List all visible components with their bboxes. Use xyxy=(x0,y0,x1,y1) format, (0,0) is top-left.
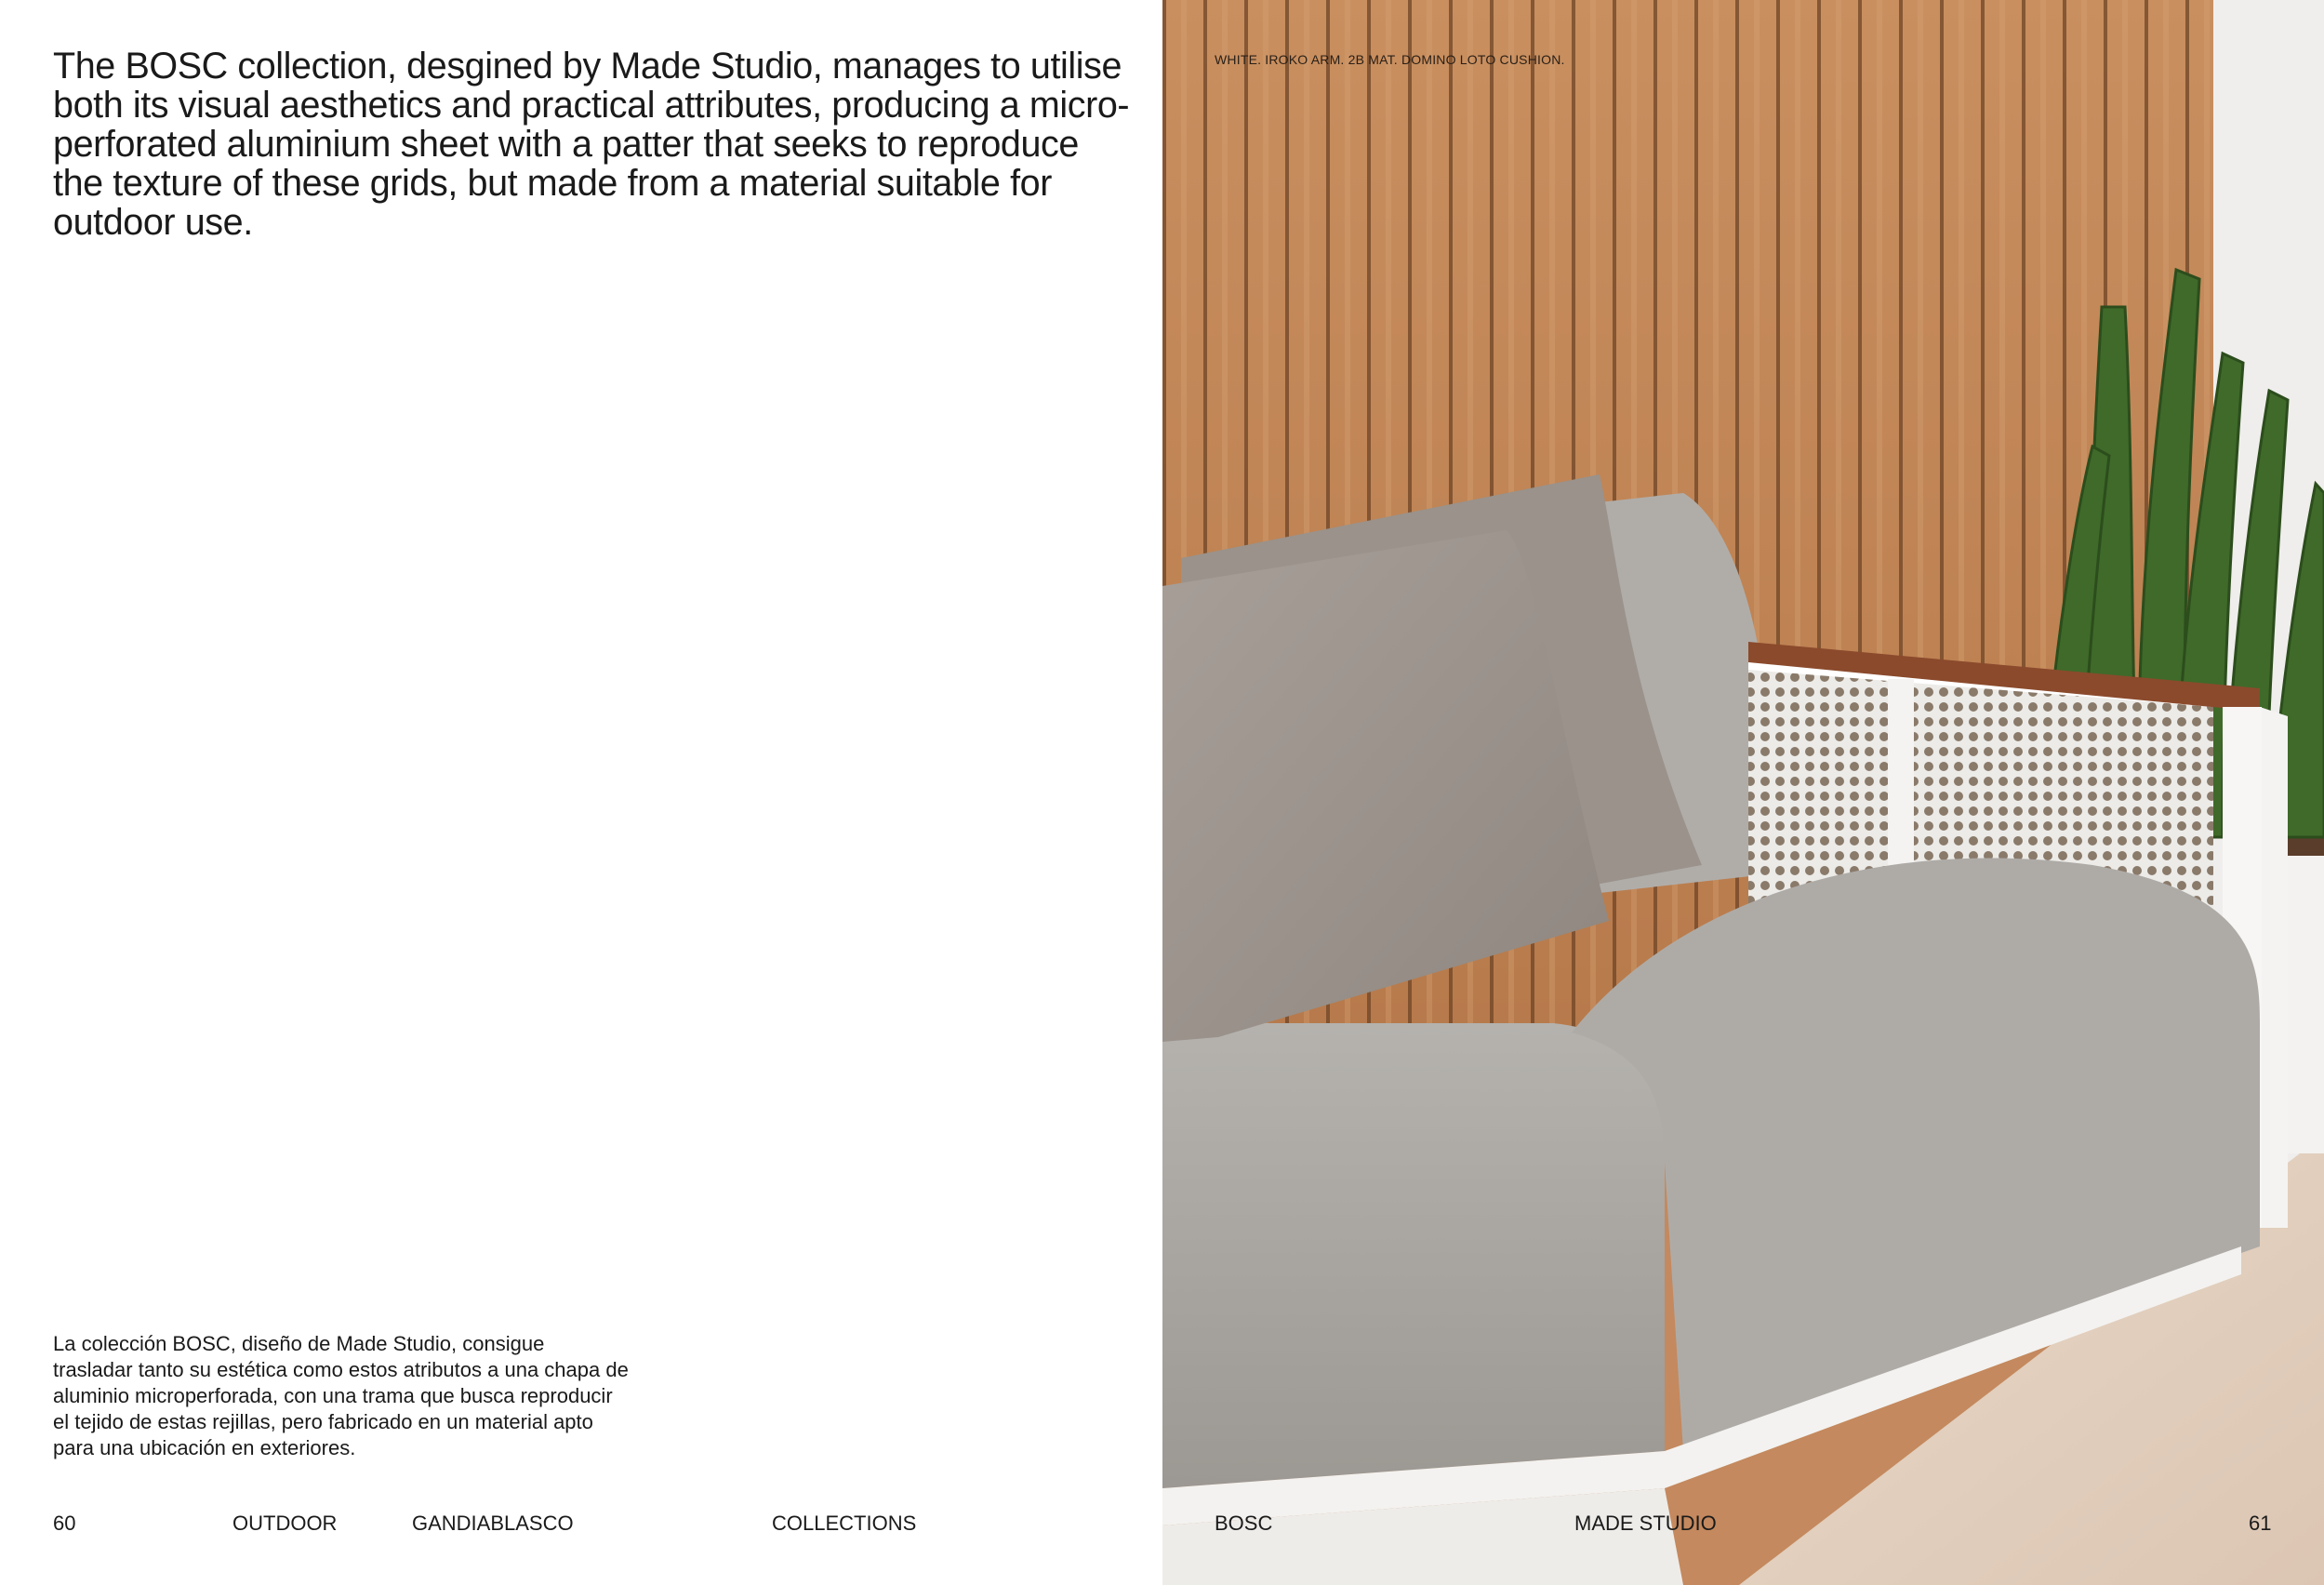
footer-brand: GANDIABLASCO xyxy=(412,1512,574,1535)
lead-paragraph-english: The BOSC collection, desgined by Made Studio, manages to utilise both its visual aesthetics and practical attributes, producing a micro-perforated aluminium sheet with a patter that seeks to reproduce the texture of these grids, but made from a material suitable for outdoor use. xyxy=(53,46,1130,243)
product-photo xyxy=(1162,0,2324,1585)
footer-category: COLLECTIONS xyxy=(772,1512,917,1535)
footer-designer: MADE STUDIO xyxy=(1574,1512,1717,1535)
sofa-illustration xyxy=(1162,0,2324,1585)
seat-cushion-left xyxy=(1162,1023,1665,1488)
page-number-right: 61 xyxy=(2249,1512,2272,1535)
paragraph-spanish: La colección BOSC, diseño de Made Studio, consigue trasladar tanto su estética como estos atributos a una chapa de aluminio microperforada, con una trama que busca reproducir el tejido de estas rejillas, pero fabricado en un material apto para una ubicación en exteriores. xyxy=(53,1332,629,1459)
page-number-left: 60 xyxy=(53,1512,76,1535)
footer-collection: BOSC xyxy=(1215,1512,1273,1535)
footer-section: OUTDOOR xyxy=(232,1512,338,1535)
photo-caption: WHITE. IROKO ARM. 2B MAT. DOMINO LOTO CUSHION. xyxy=(1215,52,1565,67)
